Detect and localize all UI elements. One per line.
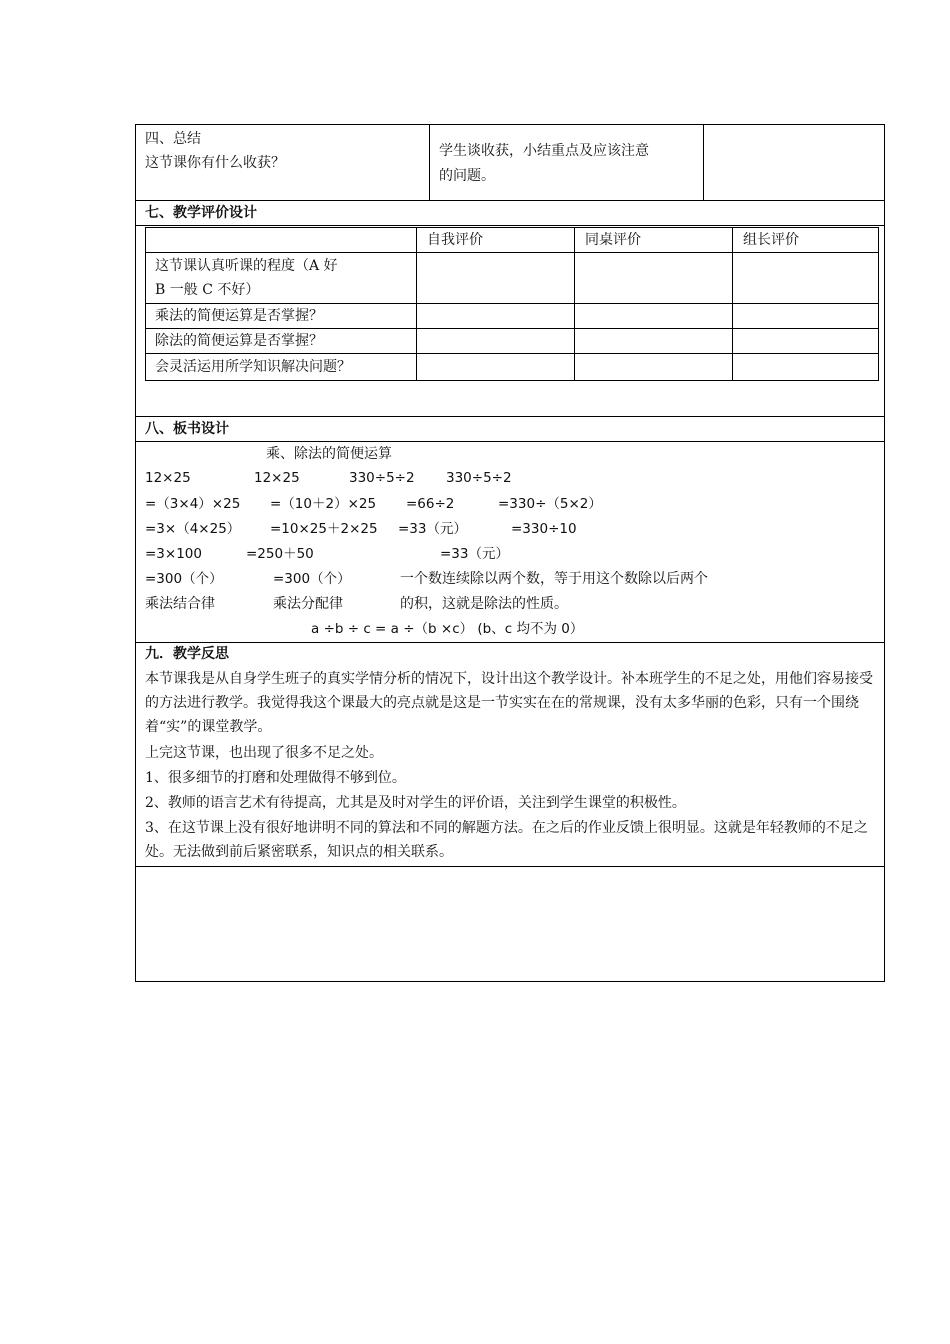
eval-row-divider [146,328,878,329]
board-line: =33（元） [440,546,509,562]
reflection-paragraph: 3、在这节课上没有很好地讲明不同的算法和不同的解题方法。在之后的作业反馈上很明显。这就是年轻教师的不足之处。无法做到前后紧密联系，知识点的相关联系。 [145,820,868,860]
row-divider [136,225,884,226]
column-divider [429,125,430,200]
eval-row-label: 会灵活运用所学知识解决问题？ [155,359,351,375]
column-divider [703,125,704,200]
board-line: =（10＋2）×25 [270,496,377,512]
board-line: =300（个） [273,571,351,587]
row-divider [136,416,884,417]
board-line: 乘法结合律 [145,596,215,612]
eval-header-peer: 同桌评价 [585,232,641,248]
board-heading: 八、板书设计 [145,421,229,437]
board-line: =3×（4×25） [145,521,241,537]
reflection-paragraph: 2、教师的语言艺术有待提高，尤其是及时对学生的评价语，关注到学生课堂的积极性。 [145,795,686,811]
eval-header-leader: 组长评价 [743,232,799,248]
board-line: =10×25＋2×25 [270,521,378,537]
division-formula: a ÷b ÷ c = a ÷（b ×c） (b、c 均不为 0） [311,621,584,637]
summary-question: 这节课你有什么收获？ [145,155,285,171]
student-activity-line2: 的问题。 [439,168,495,184]
board-line: 330÷5÷2 [349,470,415,486]
board-line: =250＋50 [246,546,314,562]
eval-row-label: 这节课认真听课的程度（A 好 [155,258,338,274]
eval-column-divider [416,228,417,380]
board-title: 乘、除法的简便运算 [266,446,392,462]
eval-row-label: 除法的简便运算是否掌握？ [155,333,323,349]
board-line: =66÷2 [406,496,455,512]
reflection-paragraph: 上完这节课，也出现了很多不足之处。 [145,745,383,761]
summary-title: 四、总结 [145,131,201,147]
eval-row-label: 乘法的简便运算是否掌握？ [155,308,323,324]
row-divider [136,200,884,201]
board-line: 12×25 [254,470,300,486]
reflection-heading: 九．教学反思 [145,646,229,662]
board-line: =330÷（5×2） [498,496,602,512]
eval-row-divider [146,353,878,354]
board-line: =3×100 [145,546,202,562]
board-line: =（3×4）×25 [145,496,241,512]
student-activity-line1: 学生谈收获，小结重点及应该注意 [439,143,649,159]
lesson-plan-table [135,124,885,982]
eval-row-label: B 一般 C 不好） [155,282,260,298]
evaluation-heading: 七、教学评价设计 [145,205,257,221]
row-divider [136,642,884,643]
eval-column-divider [732,228,733,380]
division-property-text: 一个数连续除以两个数，等于用这个数除以后两个 [400,571,708,587]
eval-row-divider [146,303,878,304]
division-property-text: 的积，这就是除法的性质。 [400,596,568,612]
board-line: =330÷10 [511,521,577,537]
reflection-paragraph: 1、很多细节的打磨和处理做得不够到位。 [145,770,406,786]
eval-column-divider [574,228,575,380]
board-line: 330÷5÷2 [446,470,512,486]
board-line: =300（个） [145,571,223,587]
board-line: =33（元） [398,521,467,537]
board-line: 乘法分配律 [273,596,343,612]
row-divider [136,866,884,867]
reflection-paragraph: 本节课我是从自身学生班子的真实学情分析的情况下，设计出这个教学设计。补本班学生的不足之处，用他们容易接受的方法进行教学。我觉得我这个课最大的亮点就是这是一节实实在在的常规课，没有太多华丽的色彩，只有一个围绕着“实”的课堂教学。 [145,671,873,735]
eval-row-divider [146,252,878,253]
row-divider [136,441,884,442]
board-line: 12×25 [145,470,191,486]
eval-header-self: 自我评价 [427,232,483,248]
evaluation-table [145,227,879,381]
